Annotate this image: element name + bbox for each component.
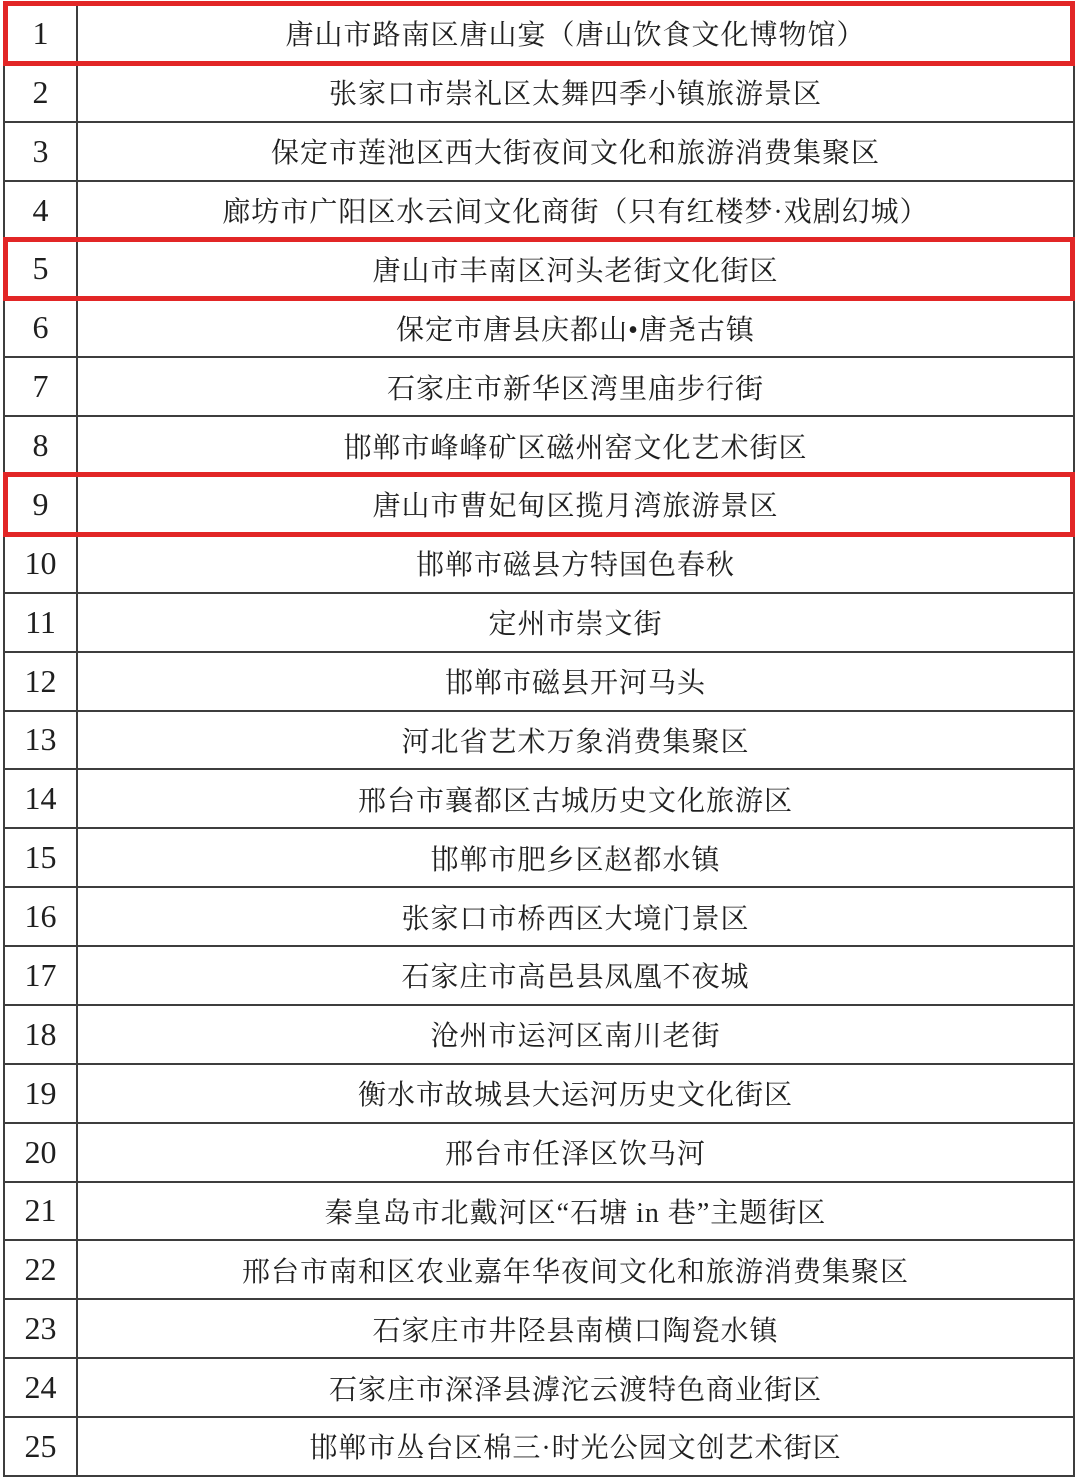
- row-name: 保定市莲池区西大街夜间文化和旅游消费集聚区: [270, 138, 880, 170]
- row-name: 衡水市故城县大运河历史文化街区: [357, 1080, 793, 1112]
- row-name: 石家庄市高邑县凤凰不夜城: [401, 962, 750, 994]
- row-name: 张家口市崇礼区太舞四季小镇旅游景区: [328, 79, 822, 111]
- row-number: 5: [5, 241, 78, 298]
- row-number: 16: [5, 888, 78, 945]
- row-number: 2: [5, 64, 78, 121]
- table-row: [5, 182, 1073, 241]
- table-row: [5, 476, 1073, 535]
- row-name: 唐山市丰南区河头老街文化街区: [372, 255, 779, 287]
- row-name: 邯郸市丛台区棉三·时光公园文创艺术街区: [309, 1433, 842, 1465]
- row-number: 4: [5, 182, 78, 239]
- table-row: [5, 535, 1073, 594]
- row-name: 河北省艺术万象消费集聚区: [401, 726, 750, 758]
- row-number: 10: [5, 535, 78, 592]
- table-row: [5, 5, 1073, 64]
- row-number: 3: [5, 123, 78, 180]
- row-name: 沧州市运河区南川老街: [430, 1021, 721, 1053]
- row-name: 邯郸市磁县方特国色春秋: [415, 550, 735, 582]
- row-name: 保定市唐县庆都山•唐尧古镇: [396, 314, 755, 346]
- table-row: [5, 1300, 1073, 1359]
- row-number: 7: [5, 358, 78, 415]
- table-row: [5, 417, 1073, 476]
- row-number: 1: [5, 5, 78, 62]
- table-row: [5, 594, 1073, 653]
- table-row: [5, 829, 1073, 888]
- row-name: 石家庄市新华区湾里庙步行街: [386, 373, 764, 405]
- row-number: 8: [5, 417, 78, 474]
- table-row: [5, 653, 1073, 712]
- row-number: 18: [5, 1006, 78, 1063]
- row-number: 22: [5, 1241, 78, 1298]
- row-name: 唐山市曹妃甸区揽月湾旅游景区: [372, 491, 779, 523]
- table-row: [5, 1065, 1073, 1124]
- table-row: [5, 1418, 1073, 1475]
- table-row: [5, 64, 1073, 123]
- row-name: 邢台市襄都区古城历史文化旅游区: [357, 785, 793, 817]
- table-row: [5, 1359, 1073, 1418]
- row-number: 9: [5, 476, 78, 533]
- table-row: [5, 947, 1073, 1006]
- row-number: 23: [5, 1300, 78, 1357]
- table-row: [5, 358, 1073, 417]
- table-row: [5, 1006, 1073, 1065]
- row-name: 唐山市路南区唐山宴（唐山饮食文化博物馆）: [285, 20, 866, 52]
- row-number: 14: [5, 770, 78, 827]
- row-number: 12: [5, 653, 78, 710]
- row-number: 13: [5, 712, 78, 769]
- table-row: [5, 1124, 1073, 1183]
- row-name: 邢台市南和区农业嘉年华夜间文化和旅游消费集聚区: [241, 1256, 909, 1288]
- row-name: 张家口市桥西区大境门景区: [401, 903, 750, 935]
- table-row: [5, 241, 1073, 300]
- row-name: 秦皇岛市北戴河区“石塘 in 巷”主题街区: [324, 1197, 827, 1229]
- row-name: 邯郸市磁县开河马头: [444, 668, 706, 700]
- row-name: 邯郸市肥乡区赵都水镇: [430, 844, 721, 876]
- row-number: 21: [5, 1183, 78, 1240]
- row-name: 廊坊市广阳区水云间文化商街（只有红楼梦·戏剧幻城）: [222, 197, 929, 229]
- row-number: 19: [5, 1065, 78, 1122]
- table-row: [5, 1241, 1073, 1300]
- row-number: 15: [5, 829, 78, 886]
- row-number: 17: [5, 947, 78, 1004]
- row-name: 石家庄市井陉县南横口陶瓷水镇: [372, 1315, 779, 1347]
- table-row: [5, 1183, 1073, 1242]
- table-row: [5, 712, 1073, 771]
- table-row: [5, 770, 1073, 829]
- row-number: 11: [5, 594, 78, 651]
- table-row: [5, 888, 1073, 947]
- row-name: 定州市崇文街: [488, 609, 663, 641]
- row-number: 6: [5, 299, 78, 356]
- row-name: 石家庄市深泽县滹沱云渡特色商业街区: [328, 1374, 822, 1406]
- table-row: [5, 299, 1073, 358]
- row-name: 邢台市任泽区饮马河: [444, 1139, 706, 1171]
- row-number: 25: [5, 1418, 78, 1475]
- attractions-ranking-table: [3, 3, 1075, 1477]
- row-name: 邯郸市峰峰矿区磁州窑文化艺术街区: [343, 432, 808, 464]
- table-row: [5, 123, 1073, 182]
- row-number: 24: [5, 1359, 78, 1416]
- row-number: 20: [5, 1124, 78, 1181]
